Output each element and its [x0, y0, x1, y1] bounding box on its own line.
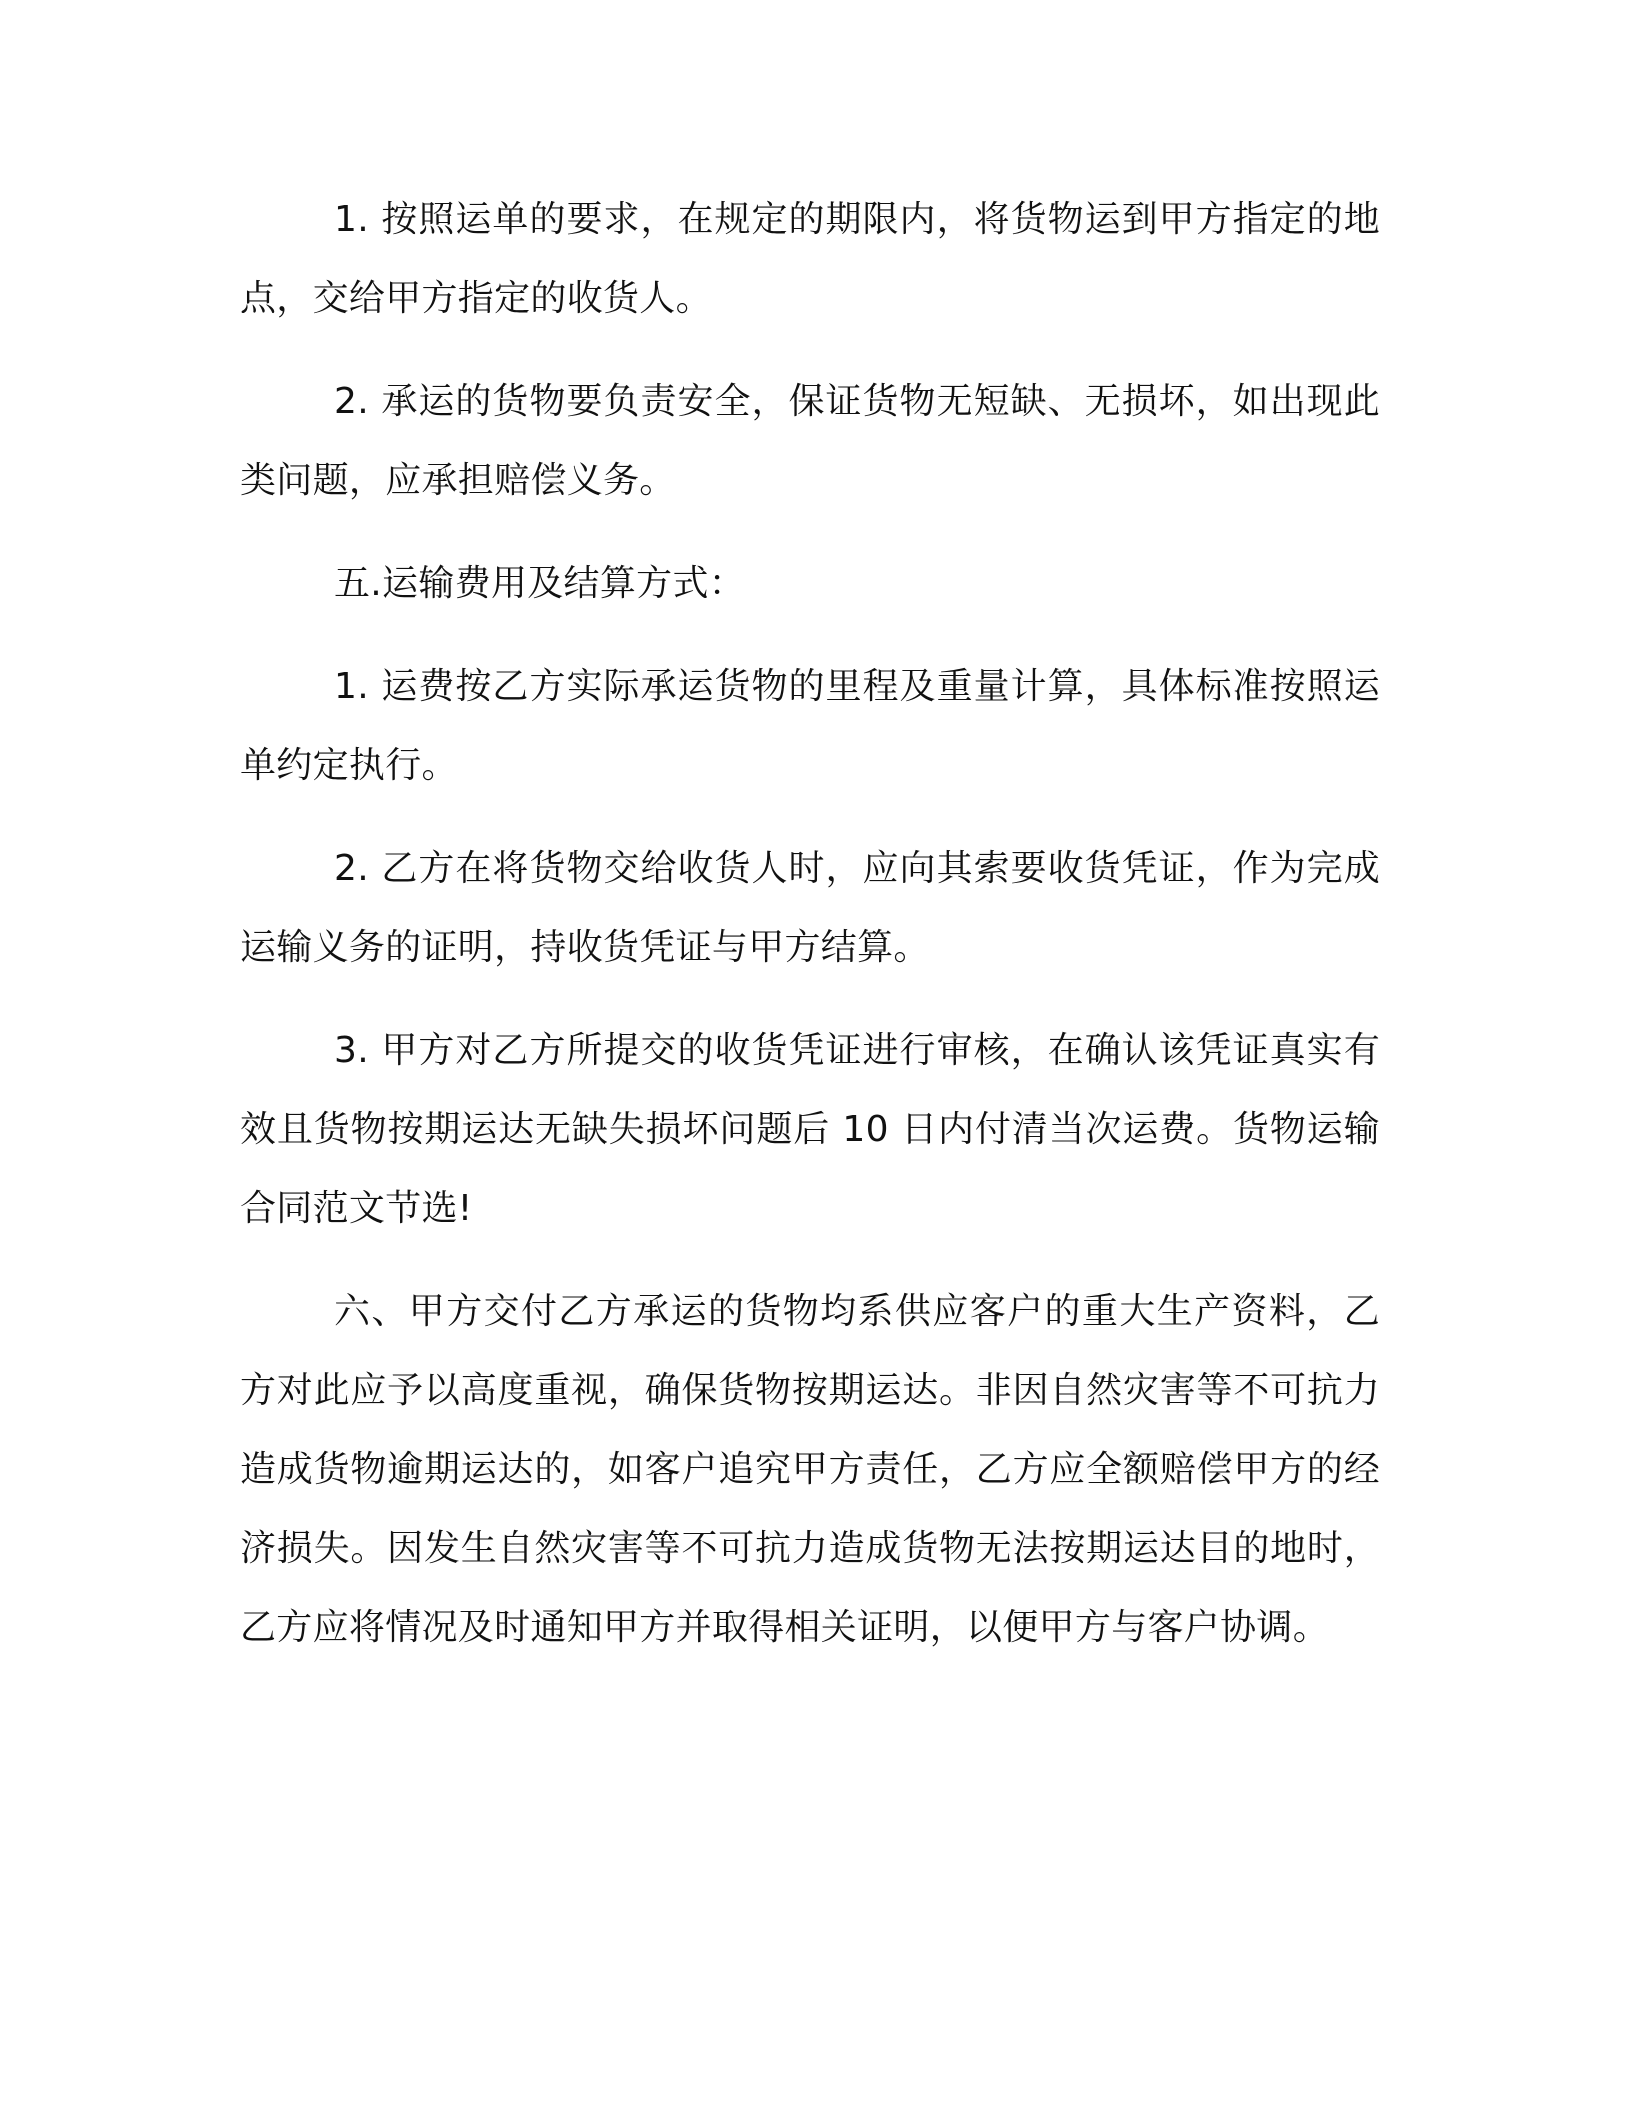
- paragraph-delivery-requirement: 1. 按照运单的要求，在规定的期限内，将货物运到甲方指定的地点，交给甲方指定的收货人。: [240, 199, 1380, 319]
- paragraph-voucher-review: 3. 甲方对乙方所提交的收货凭证进行审核，在确认该凭证真实有效且货物按期运达无缺失损坏问题后 10 日内付清当次运费。货物运输合同范文节选!: [240, 1030, 1380, 1229]
- paragraph-section-six: 六、甲方交付乙方承运的货物均系供应客户的重大生产资料，乙方对此应予以高度重视，确保货物按期运达。非因自然灾害等不可抗力造成货物逾期运达的，如客户追究甲方责任，乙方应全额赔偿甲方的经济损失。因发生自然灾害等不可抗力造成货物无法按期运达目的地时，乙方应将情况及时通知甲方并取得相关证明，以便甲方与客户协调。: [240, 1291, 1380, 1648]
- paragraph-cargo-safety: 2. 承运的货物要负责安全，保证货物无短缺、无损坏，如出现此类问题，应承担赔偿义务。: [240, 381, 1380, 501]
- paragraph-fee-calculation: 1. 运费按乙方实际承运货物的里程及重量计算，具体标准按照运单约定执行。: [240, 666, 1380, 786]
- document-body: [240, 180, 1380, 1691]
- paragraph-receipt-voucher: 2. 乙方在将货物交给收货人时，应向其索要收货凭证，作为完成运输义务的证明，持收货凭证与甲方结算。: [240, 848, 1380, 968]
- section-heading-fees: 五.运输费用及结算方式：: [334, 563, 746, 604]
